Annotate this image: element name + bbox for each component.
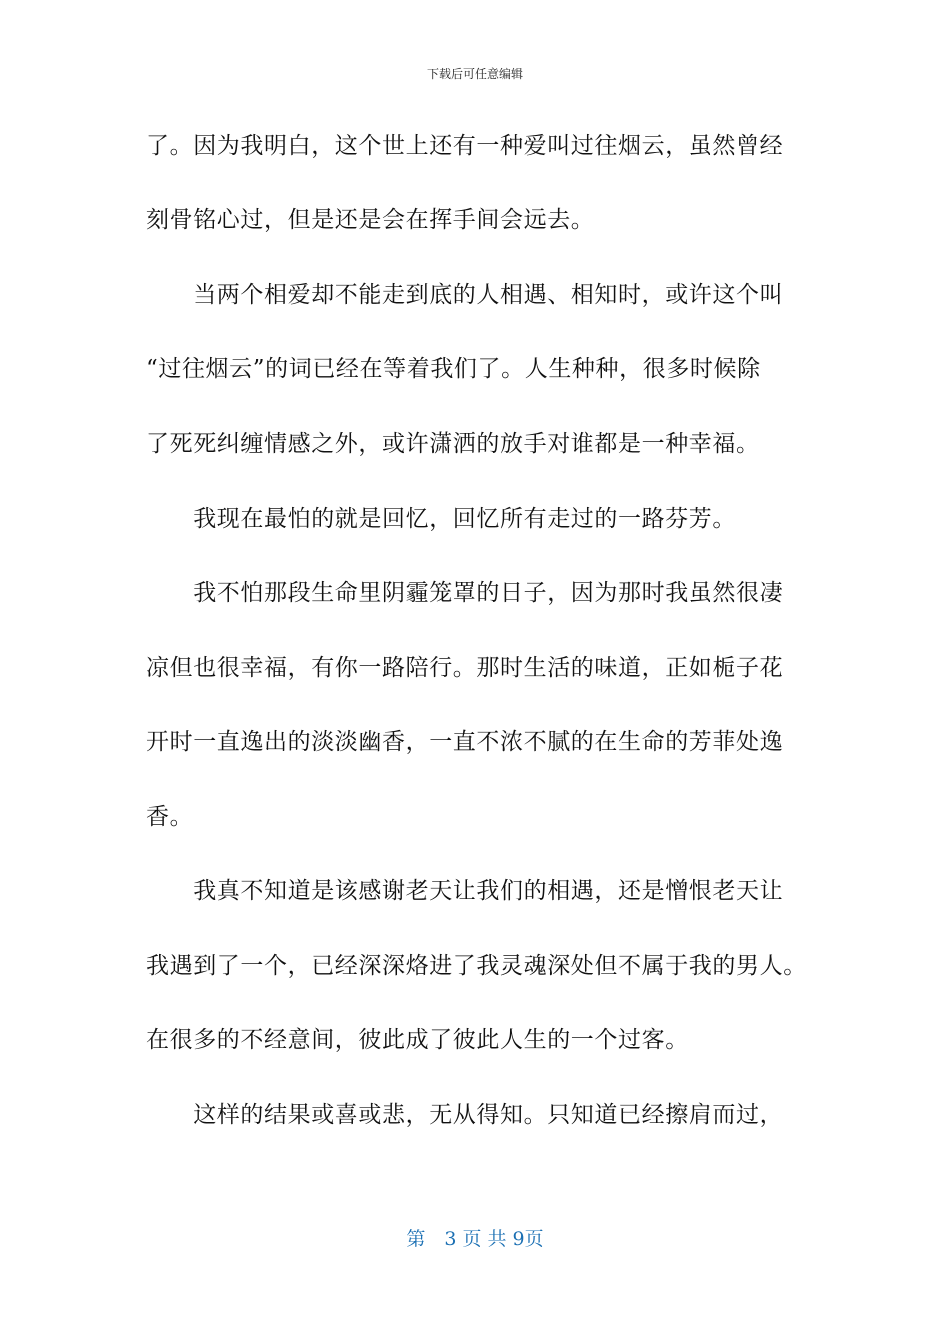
text-line: “过往烟云”的词已经在等着我们了。人生种种，很多时候除 xyxy=(146,356,761,382)
text-line: 开时一直逸出的淡淡幽香，一直不浓不腻的在生命的芳菲处逸 xyxy=(146,729,784,755)
text-line: 刻骨铭心过，但是还是会在挥手间会远去。 xyxy=(146,207,595,233)
text-line: 在很多的不经意间，彼此成了彼此人生的一个过客。 xyxy=(146,1027,689,1053)
text-line: 我遇到了一个，已经深深烙进了我灵魂深处但不属于我的男人。 xyxy=(146,953,807,979)
text-line: 我不怕那段生命里阴霾笼罩的日子，因为那时我虽然很凄 xyxy=(146,580,784,606)
page-number-footer: 第 3 页 共 9页 xyxy=(406,1228,544,1250)
text-line: 当两个相爱却不能走到底的人相遇、相知时，或许这个叫 xyxy=(146,282,784,308)
text-line: 凉但也很幸福，有你一路陪行。那时生活的味道，正如栀子花 xyxy=(146,655,784,681)
page-header-note: 下载后可任意编辑 xyxy=(426,67,523,81)
text-line: 这样的结果或喜或悲，无从得知。只知道已经擦肩而过， xyxy=(146,1102,784,1128)
text-line: 我现在最怕的就是回忆，回忆所有走过的一路芬芳。 xyxy=(146,506,736,532)
text-line: 了死死纠缠情感之外，或许潇洒的放手对谁都是一种幸福。 xyxy=(146,431,760,457)
text-line: 了。因为我明白，这个世上还有一种爱叫过往烟云，虽然曾经 xyxy=(146,133,784,159)
text-line: 香。 xyxy=(146,804,194,830)
text-line: 我真不知道是该感谢老天让我们的相遇，还是憎恨老天让 xyxy=(146,878,784,904)
